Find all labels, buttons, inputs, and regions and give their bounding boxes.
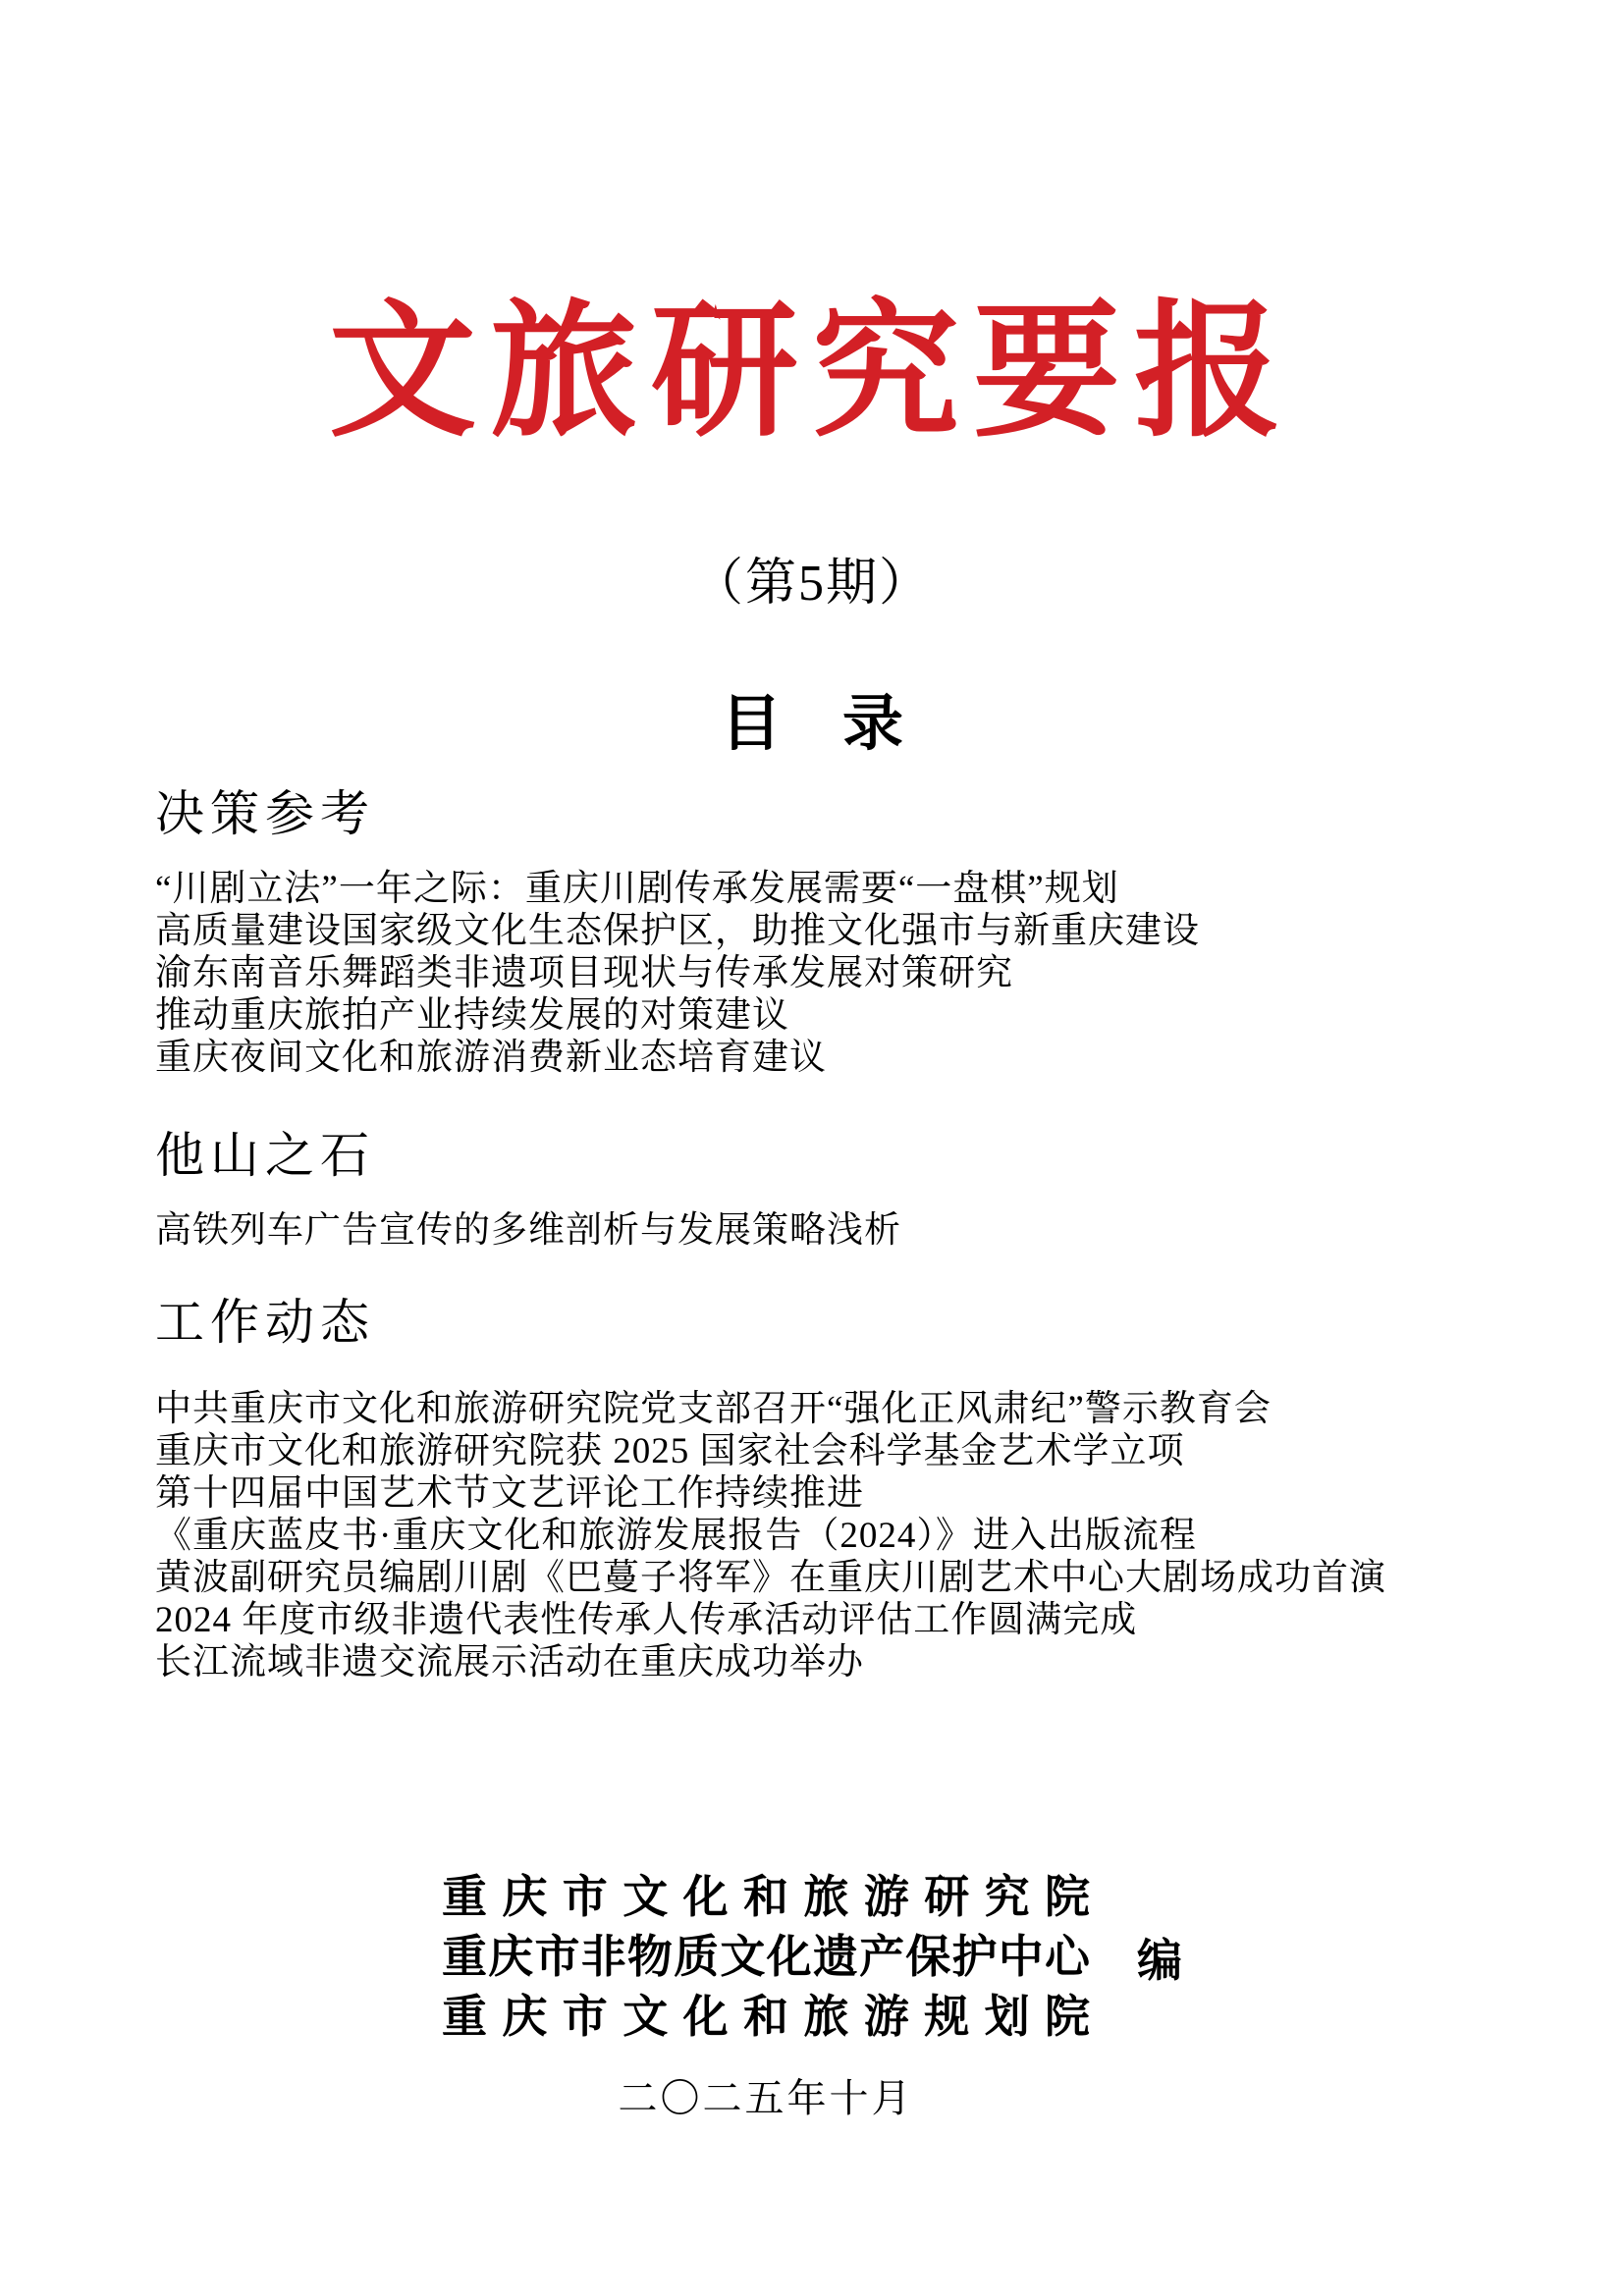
toc-item: 长江流域非遗交流展示活动在重庆成功举办: [155, 1642, 864, 1682]
imprint-block: [0, 1867, 1624, 2123]
toc-item: 高质量建设国家级文化生态保护区，助推文化强市与新重庆建设: [155, 911, 1200, 951]
toc-list-lessons-from-others: [155, 1209, 901, 1252]
publisher-name: 重庆市文化和旅游规划院: [442, 1991, 1090, 2042]
toc-item: 渝东南音乐舞蹈类非遗项目现状与传承发展对策研究: [155, 953, 1013, 993]
toc-item: 高铁列车广告宣传的多维剖析与发展策略浅析: [155, 1210, 901, 1251]
toc-item: 推动重庆旅拍产业持续发展的对策建议: [155, 995, 789, 1036]
toc-item: 中共重庆市文化和旅游研究院党支部召开“强化正风肃纪”警示教育会: [155, 1389, 1272, 1429]
issue-number: （第5期）: [691, 556, 932, 612]
toc-item: 重庆市文化和旅游研究院获 2025 国家社会科学基金艺术学立项: [155, 1431, 1185, 1471]
toc-item: 《重庆蓝皮书·重庆文化和旅游发展报告（2024）》进入出版流程: [155, 1516, 1197, 1556]
section-heading-work-updates: 工作动态: [155, 1295, 375, 1350]
toc-list-decision-reference: [155, 868, 1200, 1079]
document-title: 文旅研究要报: [328, 292, 1295, 454]
toc-item: 重庆夜间文化和旅游消费新业态培育建议: [155, 1038, 827, 1078]
toc-item: 2024 年度市级非遗代表性传承人传承活动评估工作圆满完成: [155, 1600, 1138, 1640]
publisher-name: 重庆市非物质文化遗产保护中心: [442, 1931, 1090, 1982]
section-heading-lessons-from-others: 他山之石: [155, 1128, 375, 1183]
toc-item: 黄波副研究员编剧川剧《巴蔓子将军》在重庆川剧艺术中心大剧场成功首演: [155, 1558, 1386, 1598]
publisher-list: [442, 1867, 1090, 2047]
section-heading-decision-reference: 决策参考: [155, 786, 375, 841]
toc-list-work-updates: [155, 1388, 1386, 1683]
publication-date: 二〇二五年十月: [618, 2076, 914, 2120]
publisher-name: 重庆市文化和旅游研究院: [442, 1871, 1090, 1922]
toc-heading: 目 录: [720, 691, 903, 758]
toc-item: 第十四届中国艺术节文艺评论工作持续推进: [155, 1473, 864, 1514]
editor-label: 编: [1137, 1934, 1182, 1986]
toc-item: “川剧立法”一年之际：重庆川剧传承发展需要“一盘棋”规划: [155, 869, 1119, 909]
